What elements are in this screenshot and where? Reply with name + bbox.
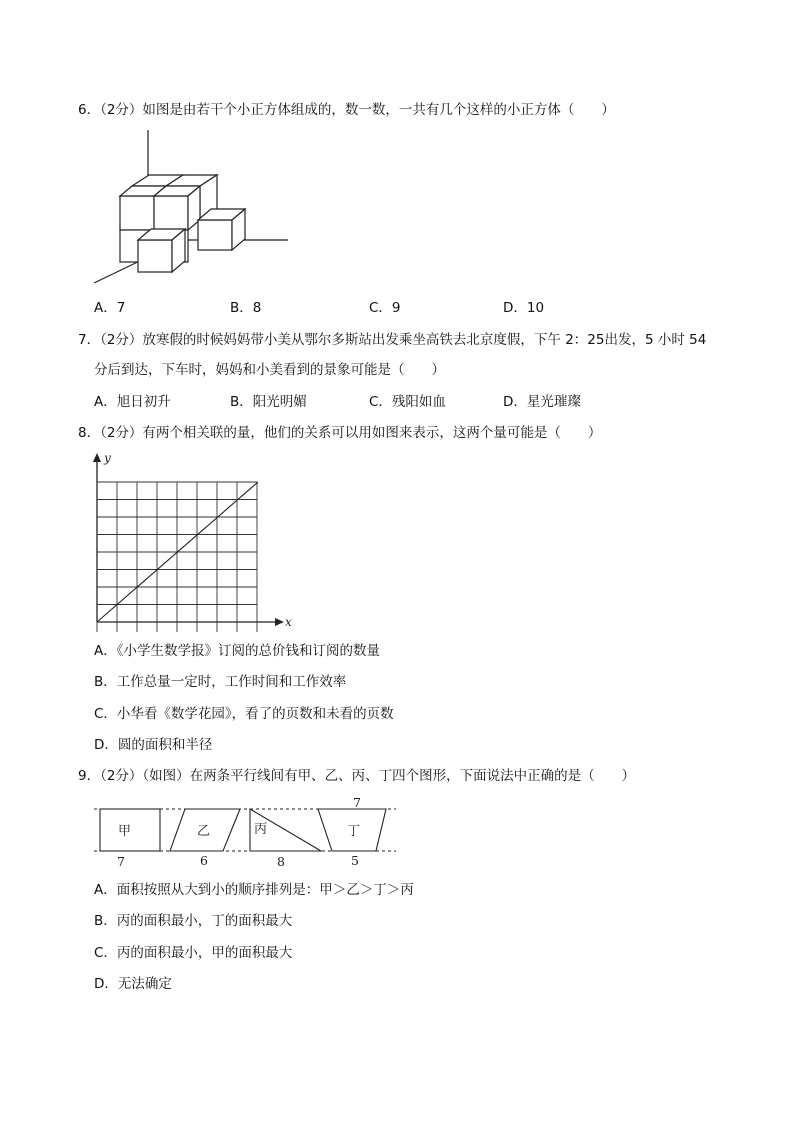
q6-option-c[interactable]: C．9 [369, 300, 401, 316]
q9-option-c[interactable]: C．丙的面积最小，甲的面积最大 [94, 945, 293, 961]
q6-stem: 6．（2分）如图是由若干个小正方体组成的，数一数，一共有几个这样的小正方体（ ） [78, 102, 615, 118]
q7-stem-line1: 7．（2分）放寒假的时候妈妈带小美从鄂尔多斯站出发乘坐高铁去北京度假，下午 2：25出发，5 小时 54 [78, 332, 707, 348]
q9-yi-label: 乙 [197, 824, 211, 839]
q9-jia-label: 甲 [118, 824, 132, 839]
q7-option-b[interactable]: B．阳光明媚 [230, 394, 307, 410]
q6-option-a[interactable]: A．7 [94, 300, 126, 316]
q9-jia-base-length: 7 [117, 854, 125, 869]
q8-y-label: y [104, 451, 111, 465]
q9-shapes-figure [90, 797, 400, 869]
q6-cube-figure [90, 130, 295, 290]
q9-ding-bottom-length: 5 [351, 853, 359, 868]
q8-x-arrow [275, 618, 284, 626]
q9-option-b[interactable]: B．丙的面积最小，丁的面积最大 [94, 913, 293, 929]
q6-option-d[interactable]: D．10 [503, 300, 545, 316]
q9-stem: 9．（2分）（如图）在两条平行线间有甲、乙、丙、丁四个图形，下面说法中正确的是（ ） [78, 768, 636, 784]
q9-ding-top-length: 7 [353, 797, 361, 810]
q9-bing-label: 丙 [254, 822, 268, 837]
q8-option-b[interactable]: B．工作总量一定时，工作时间和工作效率 [94, 674, 347, 690]
q8-grid [97, 482, 257, 632]
q8-option-c[interactable]: C．小华看《数学花园》，看了的页数和未看的页数 [94, 706, 394, 722]
q8-stem: 8．（2分）有两个相关联的量，他们的关系可以用如图来表示，这两个量可能是（ ） [78, 425, 602, 441]
q9-ding-label: 丁 [347, 824, 361, 839]
q6-option-b[interactable]: B．8 [230, 300, 262, 316]
q8-option-d[interactable]: D．圆的面积和半径 [94, 737, 213, 753]
q8-y-arrow [93, 453, 101, 462]
q7-option-c[interactable]: C．残阳如血 [369, 394, 446, 410]
q7-stem-line2: 分后到达，下车时，妈妈和小美看到的景象可能是（ ） [94, 362, 445, 378]
q9-yi-base-length: 6 [200, 853, 208, 868]
q7-option-d[interactable]: D．星光璀璨 [503, 394, 581, 410]
q7-option-a[interactable]: A．旭日初升 [94, 394, 171, 410]
q9-option-d[interactable]: D．无法确定 [94, 976, 172, 992]
q8-line-graph [86, 450, 296, 632]
q8-x-label: x [285, 615, 292, 629]
q8-option-a[interactable]: A．《小学生数学报》订阅的总价钱和订阅的数量 [94, 643, 380, 659]
q9-bing-base-length: 8 [277, 854, 285, 869]
q9-option-a[interactable]: A．面积按照从大到小的顺序排列是：甲＞乙＞丁＞丙 [94, 882, 414, 898]
